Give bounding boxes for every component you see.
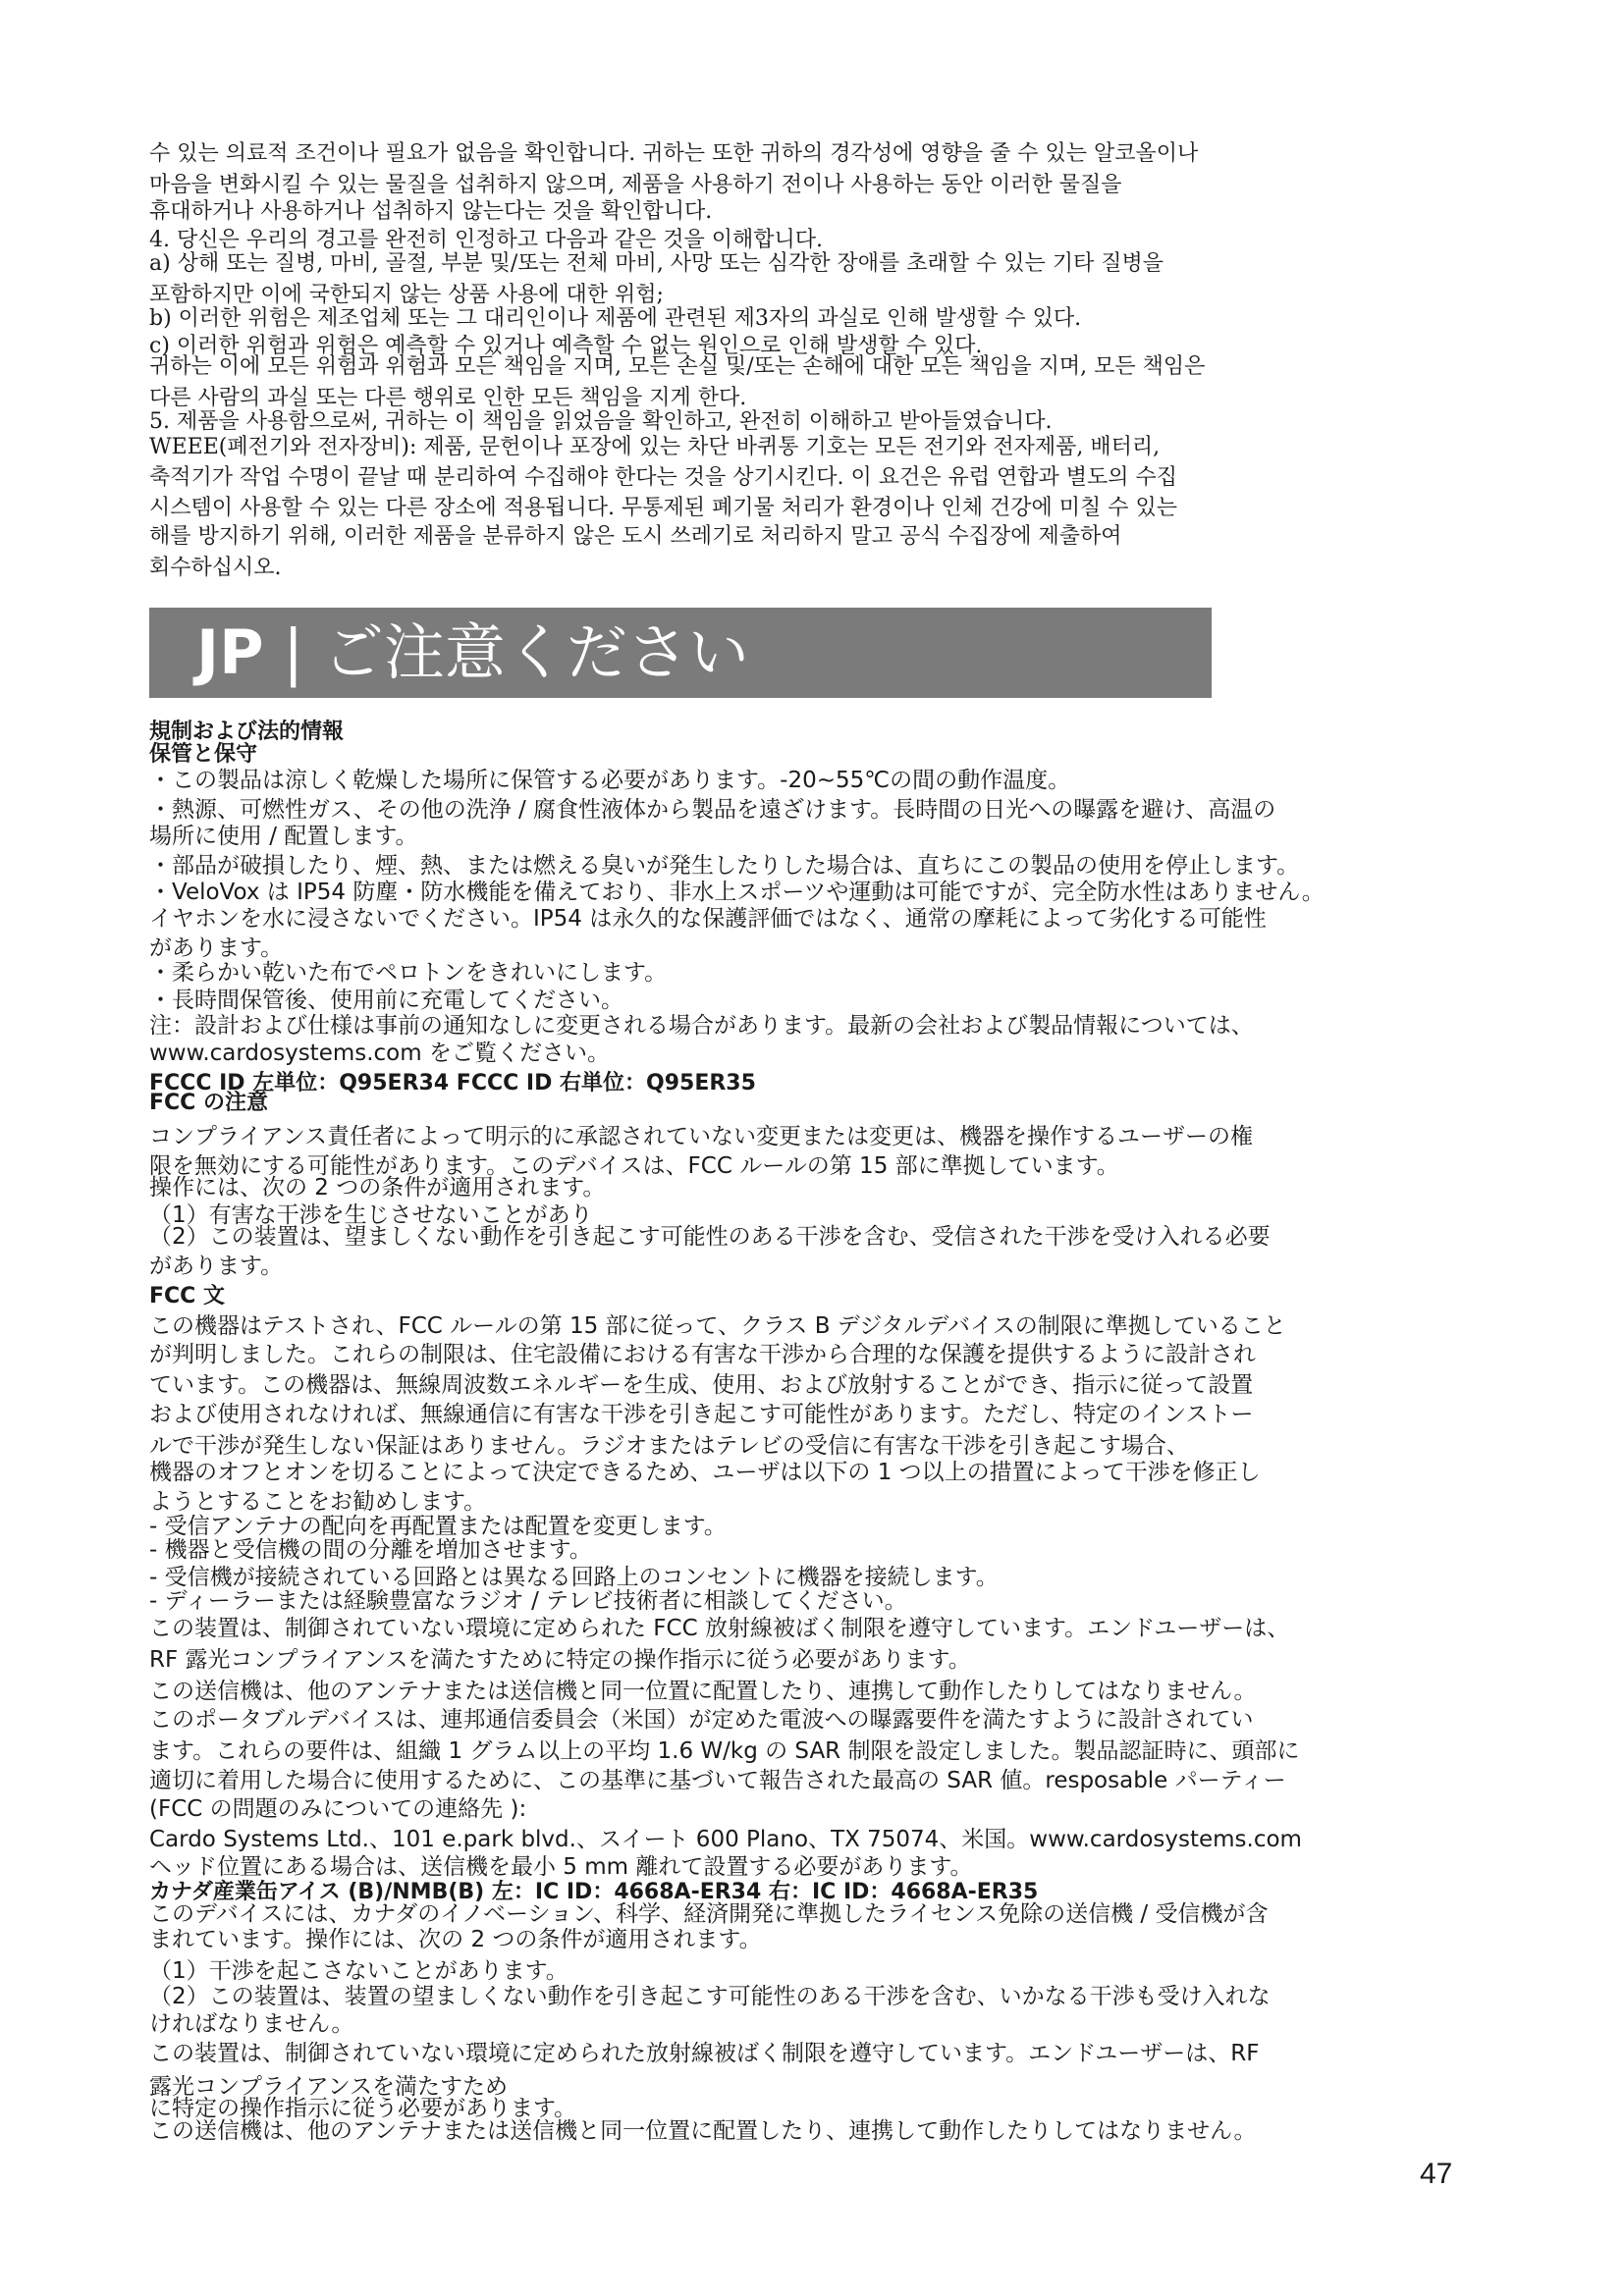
jp-line: この装置は、制御されていない環境に定められた FCC 放射線被ばく制限を遵守しています。エンドユーザーは、 <box>149 1616 1290 1641</box>
jp-line: - 受信機が接続されている回路とは異なる回路上のコンセントに機器を接続します。 <box>149 1565 999 1590</box>
jp-line: - ディーラーまたは経験豊富なラジオ / テレビ技術者に相談してください。 <box>149 1588 907 1614</box>
jp-line: まれています。操作には、次の 2 つの条件が適用されます。 <box>149 1927 762 1952</box>
ko-line: 4. 당신은 우리의 경고를 완전히 인정하고 다음과 같은 것을 이해합니다. <box>149 228 823 252</box>
jp-line: ・長時間保管後、使用前に充電してください。 <box>149 988 623 1013</box>
jp-line: このデバイスには、カナダのイノベーション、科学、経済開発に準拠したライセンス免除の送信機 / 受信機が含 <box>149 1901 1269 1927</box>
jp-line: （1）有害な干渉を生じさせないことがあり <box>149 1202 593 1228</box>
section-heading: ご注意ください <box>322 616 749 688</box>
ko-line: 마음을 변화시킬 수 있는 물질을 섭취하지 않으며, 제품을 사용하기 전이나 사용하는 동안 이러한 물질을 <box>149 173 1122 197</box>
ko-line: 5. 제품을 사용함으로써, 귀하는 이 책임을 읽었음을 확인하고, 완전히 이해하고 받아들였습니다. <box>149 409 1053 434</box>
jp-line: 適切に着用した場合に使用するために、この基準に基づいて報告された最高の SAR 値。resposable パーティー <box>149 1768 1286 1793</box>
jp-line: Cardo Systems Ltd.、101 e.park blvd.、スイート 600 Plano、TX 75074、米国。www.cardosystems.com <box>149 1827 1302 1852</box>
ko-line: 다른 사람의 과실 또는 다른 행위로 인한 모든 책임을 지게 한다. <box>149 386 747 410</box>
jp-line: - 受信アンテナの配向を再配置または配置を変更します。 <box>149 1514 727 1539</box>
ko-line: 포함하지만 이에 국한되지 않는 상품 사용에 대한 위험; <box>149 283 664 307</box>
jp-heading: FCC 文 <box>149 1284 225 1308</box>
jp-line: コンプライアンス責任者によって明示的に承認されていない変更または変更は、機器を操作するユーザーの権 <box>149 1124 1254 1149</box>
jp-line: ・柔らかい乾いた布でペロトンをきれいにします。 <box>149 960 668 986</box>
title-separator: | <box>283 616 304 688</box>
jp-line: ます。これらの要件は、組織 1 グラム以上の平均 1.6 W/kg の SAR 制限を設定しました。製品認証時に、頭部に <box>149 1738 1300 1764</box>
jp-heading: 規制および法的情報 <box>149 720 345 744</box>
ko-line: WEEE(폐전기와 전자장비): 제품, 문헌이나 포장에 있는 차단 바퀴통 기호는 모든 전기와 전자제품, 배터리, <box>149 435 1161 459</box>
jp-heading: FCCC ID 左単位：Q95ER34 FCCC ID 右単位：Q95ER35 <box>149 1071 756 1095</box>
jp-line: が判明しました。これらの制限は、住宅設備における有害な干渉から合理的な保護を提供するように設計され <box>149 1342 1256 1367</box>
jp-line: ています。この機器は、無線周波数エネルギーを生成、使用、および放射することができ、指示に従って設置 <box>149 1372 1254 1398</box>
ko-line: a) 상해 또는 질병, 마비, 골절, 부분 및/또는 전체 마비, 사망 또는 심각한 장애를 초래할 수 있는 기타 질병을 <box>149 251 1164 276</box>
jp-line: ヘッド位置にある場合は、送信機を最小 5 mm 離れて設置する必要があります。 <box>149 1854 973 1880</box>
jp-line: ・熱源、可燃性ガス、その他の洗浄 / 腐食性液体から製品を遠ざけます。長時間の日光への曝露を避け、高温の <box>149 797 1276 823</box>
section-header-band <box>149 608 1212 698</box>
jp-heading: FCC の注意 <box>149 1091 268 1115</box>
jp-line: があります。 <box>149 1254 284 1279</box>
jp-line: ければなりません。 <box>149 2011 354 2037</box>
ko-line: 시스템이 사용할 수 있는 다른 장소에 적용됩니다. 무통제된 폐기물 처리가 환경이나 인체 건강에 미칠 수 있는 <box>149 496 1177 520</box>
jp-line: (FCC の問題のみについての連絡先 ): <box>149 1796 527 1822</box>
jp-heading: 保管と保守 <box>149 742 258 767</box>
jp-line: www.cardosystems.com をご覧ください。 <box>149 1041 610 1066</box>
jp-line: 限を無効にする可能性があります。このデバイスは、FCC ルールの第 15 部に準拠しています。 <box>149 1153 1119 1179</box>
jp-line: RF 露光コンプライアンスを満たすために特定の操作指示に従う必要があります。 <box>149 1647 971 1673</box>
jp-heading: カナダ産業缶アイス (B)/NMB(B) 左：IC ID：4668A-ER34 右：IC ID：4668A-ER35 <box>149 1880 1039 1904</box>
ko-line: b) 이러한 위험은 제조업체 또는 그 대리인이나 제품에 관련된 제3자의 과실로 인해 발생할 수 있다. <box>149 306 1082 331</box>
jp-line: この送信機は、他のアンテナまたは送信機と同一位置に配置したり、連携して動作したりしてはなりません。 <box>149 2118 1257 2144</box>
ko-line: 수 있는 의료적 조건이나 필요가 없음을 확인합니다. 귀하는 또한 귀하의 경각성에 영향을 줄 수 있는 알코올이나 <box>149 141 1199 166</box>
jp-line: 注：設計および仕様は事前の通知なしに変更される場合があります。最新の会社および製品情報については、 <box>149 1013 1254 1039</box>
jp-line: 場所に使用 / 配置します。 <box>149 824 418 849</box>
jp-line: （2）この装置は、望ましくない動作を引き起こす可能性のある干渉を含む、受信された干渉を受け入れる必要 <box>149 1224 1271 1250</box>
jp-line: ルで干渉が発生しない保証はありません。ラジオまたはテレビの受信に有害な干渉を引き起こす場合、 <box>149 1433 1189 1459</box>
jp-line: ・この製品は涼しく乾燥した場所に保管する必要があります。-20~55℃の間の動作温度。 <box>149 768 1071 793</box>
jp-line: イヤホンを水に浸さないでください。IP54 は永久的な保護評価ではなく、通常の摩耗によって劣化する可能性 <box>149 906 1267 932</box>
jp-line: があります。 <box>149 935 284 961</box>
ko-line: 해를 방지하기 위해, 이러한 제품을 분류하지 않은 도시 쓰레기로 처리하지 말고 공식 수집장에 제출하여 <box>149 524 1122 549</box>
jp-line: ・VeloVox は IP54 防塵・防水機能を備えており、非水上スポーツや運動は可能ですが、完全防水性はありません。 <box>149 880 1325 905</box>
jp-line: 露光コンプライアンスを満たすため <box>149 2074 509 2100</box>
page-number: 47 <box>1420 2158 1453 2190</box>
jp-line: （1）干渉を起こさないことがあります。 <box>149 1958 568 1984</box>
jp-line: この送信機は、他のアンテナまたは送信機と同一位置に配置したり、連携して動作したりしてはなりません。 <box>149 1679 1257 1704</box>
section-title <box>196 614 749 692</box>
ko-line: 회수하십시오. <box>149 556 282 580</box>
jp-line: 機器のオフとオンを切ることによって決定できるため、ユーザは以下の 1 つ以上の措置によって干渉を修正し <box>149 1460 1261 1485</box>
jp-line: ・部品が破損したり、煙、熱、または燃える臭いが発生したりした場合は、直ちにこの製品の使用を停止します。 <box>149 853 1300 879</box>
jp-line: この機器はテストされ、FCC ルールの第 15 部に従って、クラス B デジタルデバイスの制限に準拠していること <box>149 1313 1286 1339</box>
jp-line: - 機器と受信機の間の分離を増加させます。 <box>149 1537 592 1563</box>
language-code: JP <box>196 616 264 688</box>
ko-line: 귀하는 이에 모든 위험과 위험과 모든 책임을 지며, 모든 손실 및/또는 손해에 대한 모든 책임을 지며, 모든 책임은 <box>149 354 1206 379</box>
jp-line: この装置は、制御されていない環境に定められた放射線被ばく制限を遵守しています。エンドユーザーは、RF <box>149 2041 1260 2066</box>
ko-line: 축적기가 작업 수명이 끝날 때 분리하여 수집해야 한다는 것을 상기시킨다. 이 요건은 유럽 연합과 별도의 수집 <box>149 465 1177 490</box>
jp-line: および使用されなければ、無線通信に有害な干渉を引き起こす可能性があります。ただし、特定のインストー <box>149 1402 1254 1427</box>
jp-line: （2）この装置は、装置の望ましくない動作を引き起こす可能性のある干渉を含む、いかなる干渉も受け入れな <box>149 1984 1271 2009</box>
jp-line: 操作には、次の 2 つの条件が適用されます。 <box>149 1175 606 1201</box>
jp-line: このポータブルデバイスは、連邦通信委員会（米国）が定めた電波への曝露要件を満たすように設計されてい <box>149 1707 1254 1733</box>
jp-line: に特定の操作指示に従う必要があります。 <box>149 2096 577 2121</box>
jp-line: ようとすることをお勧めします。 <box>149 1489 487 1515</box>
ko-line: c) 이러한 위험과 위험은 예측할 수 있거나 예측할 수 없는 원인으로 인해 발생할 수 있다. <box>149 334 983 358</box>
ko-line: 휴대하거나 사용하거나 섭취하지 않는다는 것을 확인합니다. <box>149 199 713 224</box>
